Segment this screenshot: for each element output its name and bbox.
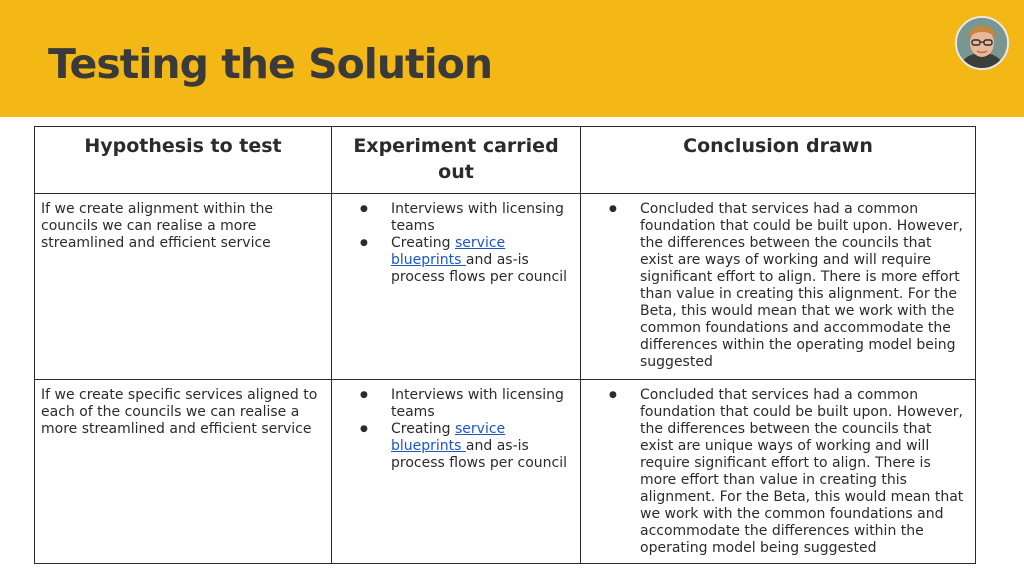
conclusion-cell bbox=[581, 194, 976, 380]
service-blueprints-link[interactable]: service blueprints bbox=[391, 235, 506, 268]
service-blueprints-link[interactable]: service blueprints bbox=[391, 421, 506, 454]
table-header-row bbox=[35, 127, 976, 194]
header-hypothesis: Hypothesis to test bbox=[35, 127, 332, 194]
table-row bbox=[35, 380, 976, 564]
experiment-cell bbox=[332, 194, 581, 380]
experiment-cell bbox=[332, 380, 581, 564]
person-photo-icon bbox=[957, 18, 1007, 68]
list-item bbox=[358, 421, 574, 472]
list-item: ● Interviews with licensing teams bbox=[358, 387, 574, 421]
list-item-text: Creating bbox=[391, 421, 456, 437]
list-item: ● Interviews with licensing teams bbox=[358, 201, 574, 235]
list-item-text: and as-is process flows per council bbox=[391, 438, 568, 471]
list-item-text: and as-is process flows per council bbox=[391, 252, 568, 285]
conclusion-list bbox=[587, 201, 969, 371]
header-conclusion: Conclusion drawn bbox=[581, 127, 976, 194]
hypothesis-table bbox=[34, 126, 976, 564]
list-item-text: Creating bbox=[391, 235, 456, 251]
conclusion-list bbox=[587, 387, 969, 557]
experiment-list bbox=[338, 201, 574, 286]
slide-title: Testing the Solution bbox=[48, 40, 493, 88]
conclusion-cell bbox=[581, 380, 976, 564]
list-item bbox=[358, 235, 574, 286]
table-row bbox=[35, 194, 976, 380]
list-item: ● Concluded that services had a common foundation that could be built upon. However, the differences between the councils that exist are ways of working and will require significant effort to align. There is more effort than value in creating this alignment. For the Beta, this would mean that we work with the common foundations and accommodate the differences within the operating model being suggested bbox=[607, 201, 969, 371]
hypothesis-cell: If we create specific services aligned to each of the councils we can realise a more streamlined and efficient service bbox=[35, 380, 332, 564]
header-experiment: Experiment carried out bbox=[332, 127, 581, 194]
list-item: ● Concluded that services had a common foundation that could be built upon. However, the differences between the councils that exist are unique ways of working and will require significant effort to align. There is more effort than value in creating this alignment. For the Beta, this would mean that we work with the common foundations and accommodate the differences within the operating model being suggested bbox=[607, 387, 969, 557]
avatar bbox=[955, 16, 1009, 70]
hypothesis-cell: If we create alignment within the councils we can realise a more streamlined and efficient service bbox=[35, 194, 332, 380]
experiment-list bbox=[338, 387, 574, 472]
